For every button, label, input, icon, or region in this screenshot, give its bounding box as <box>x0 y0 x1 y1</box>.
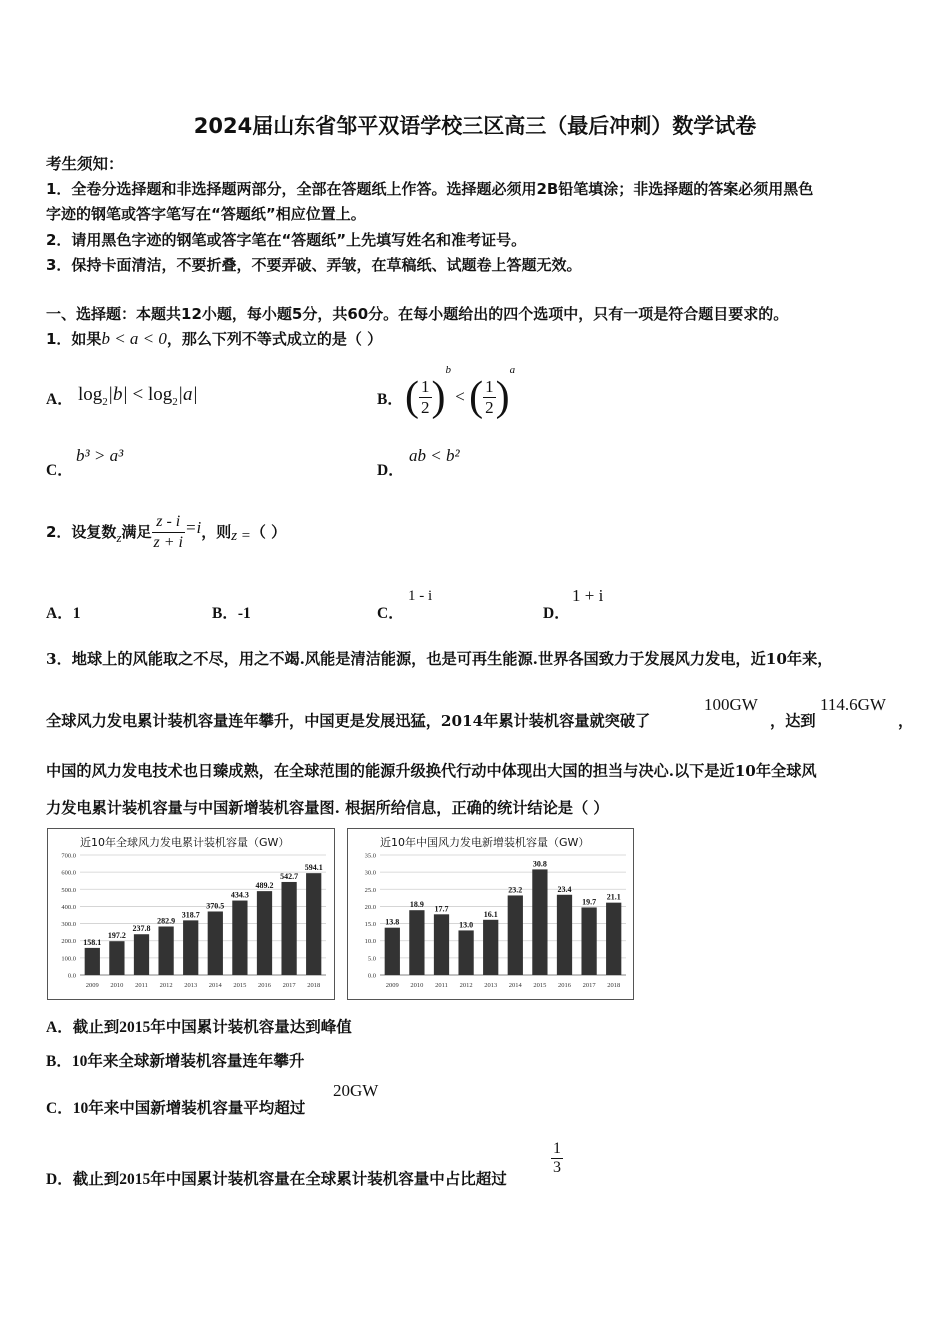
notice-line-2: 2．请用黑色字迹的钢笔或答字笔在“答题纸”上先填写姓名和准考证号。 <box>46 231 527 249</box>
chart-2-x-tick-label: 2015 <box>533 982 547 989</box>
q1-a-lt: < <box>132 384 144 405</box>
chart-1-y-tick-label: 100.0 <box>61 955 76 963</box>
chart-1-data-label: 489.2 <box>255 881 274 891</box>
chart-1-bar <box>158 927 173 975</box>
q3-d-denominator: 3 <box>553 1159 561 1176</box>
chart-1-data-label: 542.7 <box>280 871 299 881</box>
q1-a-arg-left: |b| <box>107 384 128 405</box>
chart-1-x-tick-label: 2011 <box>135 982 148 989</box>
chart-2-bar <box>557 895 572 975</box>
q1-b-exp-left: b <box>445 364 451 376</box>
chart-2-title: 近10年中国风力发电新增装机容量（GW） <box>380 836 590 849</box>
chart-1-bar <box>134 934 149 975</box>
q2-stem-then: ，则 <box>201 523 232 541</box>
q3-value-100gw: 100GW <box>704 695 758 714</box>
q3-d-numerator: 1 <box>553 1140 561 1157</box>
chart-1-data-label: 282.9 <box>157 916 176 926</box>
chart-2-x-tick-label: 2014 <box>508 982 522 989</box>
chart-2-bar <box>434 914 449 975</box>
q2-option-b[interactable]: B．-1 <box>212 605 251 622</box>
chart-1-data-label: 197.2 <box>107 931 126 941</box>
chart-2-data-label: 23.4 <box>557 884 572 894</box>
chart-1-data-label: 318.7 <box>181 910 200 920</box>
chart-1-data-label: 158.1 <box>83 937 102 947</box>
chart-1-data-label: 370.5 <box>206 901 225 911</box>
q3-option-c-value: 20GW <box>333 1081 379 1100</box>
chart-1-data-label: 594.1 <box>304 863 323 873</box>
chart-1-y-tick-label: 400.0 <box>61 903 76 911</box>
q1-condition: b < a < 0 <box>101 329 167 348</box>
chart-1-x-tick-label: 2010 <box>110 982 124 989</box>
chart-2-x-tick-label: 2010 <box>410 982 424 989</box>
q3-option-b[interactable]: B．10年来全球新增装机容量连年攀升 <box>46 1053 305 1070</box>
notice-line-1a: 1．全卷分选择题和非选择题两部分，全部在答题纸上作答。选择题必须用2B铅笔填涂；非选择题的答案必须用黑色 <box>46 180 814 198</box>
q2-option-a[interactable]: A．1 <box>46 605 81 622</box>
chart-2-bar <box>458 930 473 975</box>
chart-2-y-tick-label: 15.0 <box>364 921 376 929</box>
chart-2-y-tick-label: 35.0 <box>364 852 376 860</box>
chart-1-bar <box>109 941 124 975</box>
q3-line-3: 中国的风力发电技术也日臻成熟，在全球范围的能源升级换代行动中体现出大国的担当与决心.以下是近10年全球风 <box>46 762 817 780</box>
chart-2-bar <box>606 903 621 975</box>
q2-option-d-math: 1 + i <box>572 586 604 605</box>
chart-2-data-label: 18.9 <box>409 900 424 910</box>
chart-2-bar <box>532 869 547 975</box>
chart-2-bar <box>581 907 596 975</box>
chart-1-bar <box>208 911 223 975</box>
chart-2-y-tick-label: 10.0 <box>364 938 376 946</box>
q2-z-equals: z = <box>231 528 251 544</box>
chart-1-x-tick-label: 2014 <box>208 982 222 989</box>
chart-2-data-label: 16.1 <box>483 909 498 919</box>
q1-a-arg-right: |a| <box>177 384 198 405</box>
chart-1-y-tick-label: 600.0 <box>61 869 76 877</box>
q3-option-a[interactable]: A．截止到2015年中国累计装机容量达到峰值 <box>46 1019 352 1036</box>
q2-stem-prefix: 2．设复数 <box>46 523 117 541</box>
q1-a-log-right: log <box>147 384 173 405</box>
chart-2-x-tick-label: 2016 <box>558 982 571 989</box>
chart-2-bar <box>483 920 498 975</box>
q2-equals-i: =i <box>184 518 202 537</box>
chart-1-x-tick-label: 2017 <box>282 982 296 989</box>
chart-1-x-tick-label: 2015 <box>233 982 247 989</box>
q3-option-d-fraction <box>551 1140 563 1177</box>
chart-2-data-label: 13.8 <box>385 917 400 927</box>
chart-1-bar <box>281 882 296 975</box>
q2-var: z <box>116 530 122 545</box>
chart-1-y-tick-label: 200.0 <box>61 938 76 946</box>
chart-2-svg <box>348 829 633 999</box>
chart-1-bar <box>232 901 247 975</box>
q2-stem-suffix: （ ） <box>250 523 287 541</box>
q1-option-d-label[interactable]: D． <box>377 462 404 479</box>
q1-b-frac-right: $\frac{1}{2}$ <box>485 376 494 417</box>
q1-option-a-label[interactable]: A． <box>46 391 73 408</box>
chart-2-data-label: 21.1 <box>606 892 621 902</box>
q2-option-c-label[interactable]: C． <box>377 605 404 622</box>
notice-line-3: 3．保持卡面清洁，不要折叠，不要弄破、弄皱，在草稿纸、试题卷上答题无效。 <box>46 256 582 274</box>
q1-option-a-math <box>78 384 198 408</box>
q1-option-c-label[interactable]: C． <box>46 462 73 479</box>
chart-1-x-tick-label: 2016 <box>258 982 271 989</box>
chart-1-data-label: 434.3 <box>230 890 249 900</box>
chart-2-y-tick-label: 25.0 <box>364 886 376 894</box>
q1-b-exp-right: a <box>509 364 516 376</box>
q2-fraction: $\frac{z - i}{z + i}$ <box>153 513 183 551</box>
chart-2-x-tick-label: 2013 <box>484 982 498 989</box>
chart-2-data-label: 23.2 <box>508 885 523 895</box>
chart-china-new <box>347 828 634 1000</box>
q3-line-2a: 全球风力发电累计装机容量连年攀升，中国更是发展迅猛，2014年累计装机容量就突破了 <box>46 712 651 730</box>
q1-a-base-right: 2 <box>172 395 178 408</box>
q2-option-c-math: 1 - i <box>408 588 433 604</box>
q1-option-d-math: ab < b² <box>409 446 460 465</box>
q1-stem-suffix: ，那么下列不等式成立的是（ ） <box>166 330 383 348</box>
q1-option-b-label[interactable]: B． <box>377 391 403 408</box>
chart-1-bar <box>85 948 100 975</box>
chart-1-y-tick-label: 700.0 <box>61 852 76 860</box>
q1-option-c-math: b³ > a³ <box>76 446 124 465</box>
notice-heading: 考生须知： <box>46 155 124 173</box>
q3-line-4: 力发电累计装机容量与中国新增装机容量图. 根据所给信息，正确的统计结论是（ ） <box>46 799 609 817</box>
q3-line-2b: ，达到 <box>770 712 816 730</box>
chart-2-x-tick-label: 2017 <box>582 982 596 989</box>
chart-1-title: 近10年全球风力发电累计装机容量（GW） <box>80 836 290 849</box>
chart-2-data-label: 19.7 <box>582 897 597 907</box>
q1-stem-prefix: 1．如果 <box>46 330 102 348</box>
q1-option-b-math: ( $\frac{1}{2}$ )$^b$ < ( $\frac{1}{2}$ )$^a$ <box>405 364 516 421</box>
chart-2-y-tick-label: 0.0 <box>367 972 376 980</box>
q1-a-base-left: 2 <box>102 395 108 408</box>
q3-line-1: 3．地球上的风能取之不尽，用之不竭.风能是清洁能源，也是可再生能源.世界各国致力于发展风力发电，近10年来， <box>46 650 833 668</box>
chart-2-y-tick-label: 20.0 <box>364 903 376 911</box>
q1-a-log-left: log <box>78 384 103 405</box>
q3-option-d[interactable]: D．截止到2015年中国累计装机容量在全球累计装机容量中占比超过 <box>46 1171 507 1188</box>
q3-line-2c: ， <box>898 712 914 730</box>
notice-line-1b: 字迹的钢笔或答字笔写在“答题纸”相应位置上。 <box>46 205 366 223</box>
chart-2-data-label: 17.7 <box>434 904 449 914</box>
chart-1-x-tick-label: 2012 <box>159 982 173 989</box>
chart-2-bar <box>385 928 400 975</box>
chart-1-x-tick-label: 2018 <box>307 982 321 989</box>
chart-1-bar <box>183 920 198 975</box>
q1-b-frac-left: $\frac{1}{2}$ <box>421 376 430 417</box>
chart-2-x-tick-label: 2018 <box>607 982 621 989</box>
chart-1-x-tick-label: 2009 <box>85 982 99 989</box>
chart-1-svg <box>48 829 334 999</box>
chart-1-bar <box>306 873 321 975</box>
chart-2-x-tick-label: 2012 <box>459 982 473 989</box>
chart-2-bar <box>409 910 424 975</box>
chart-2-data-label: 13.0 <box>459 920 474 930</box>
q2-option-d-label[interactable]: D． <box>543 605 570 622</box>
chart-2-x-tick-label: 2011 <box>435 982 448 989</box>
chart-2-x-tick-label: 2009 <box>385 982 399 989</box>
chart-2-y-tick-label: 5.0 <box>367 955 376 963</box>
q3-option-c[interactable]: C．10年来中国新增装机容量平均超过 <box>46 1100 306 1117</box>
section-heading: 一、选择题：本题共12小题，每小题5分，共60分。在每小题给出的四个选项中，只有一项是符合题目要求的。 <box>46 305 789 323</box>
chart-1-bar <box>257 891 272 975</box>
chart-2-data-label: 30.8 <box>532 859 547 869</box>
question-1-stem <box>46 328 382 349</box>
page-title: 2024届山东省邹平双语学校三区高三（最后冲刺）数学试卷 <box>193 114 757 138</box>
chart-1-y-tick-label: 300.0 <box>61 921 76 929</box>
chart-1-y-tick-label: 500.0 <box>61 886 76 894</box>
chart-2-bar <box>508 895 523 975</box>
q2-stem-mid: 满足 <box>121 523 152 541</box>
chart-global-cumulative <box>47 828 335 1000</box>
chart-1-x-tick-label: 2013 <box>184 982 198 989</box>
chart-1-y-tick-label: 0.0 <box>67 972 76 980</box>
question-2-stem <box>46 503 286 553</box>
q1-b-lt: < <box>455 387 465 407</box>
chart-1-data-label: 237.8 <box>132 924 151 934</box>
chart-2-y-tick-label: 30.0 <box>364 869 376 877</box>
q3-value-114gw: 114.6GW <box>820 695 886 714</box>
